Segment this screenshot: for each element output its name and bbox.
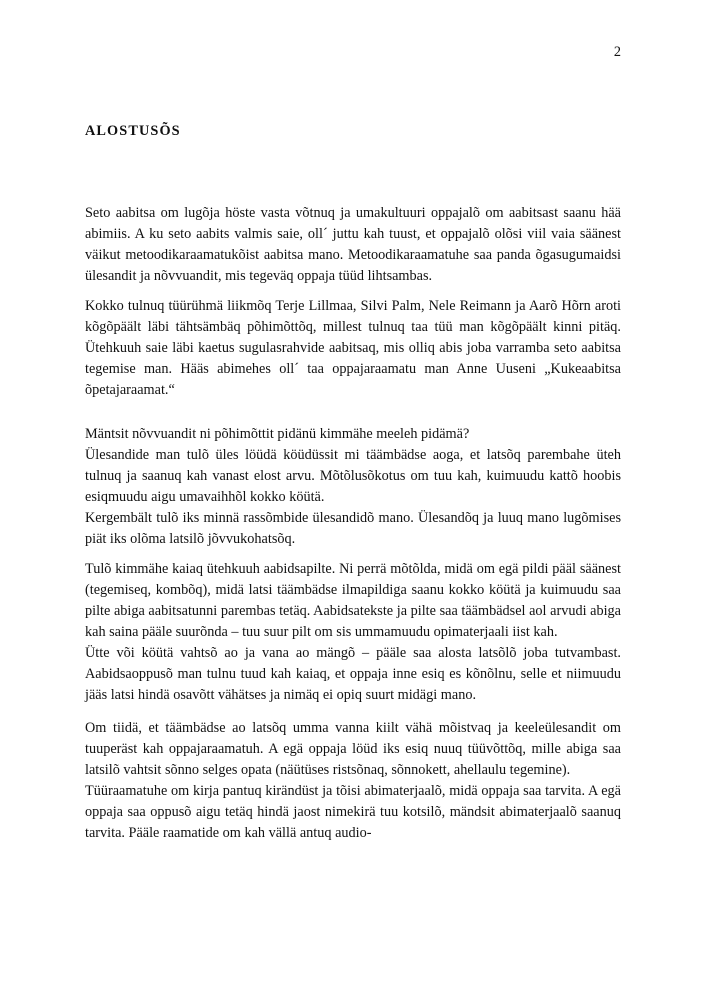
text-block — [85, 203, 621, 287]
paragraph: Mäntsit nõvvuandit ni põhimõttit pidänü kimmähe meeleh pidämä? — [85, 426, 470, 442]
paragraph: Ülesandide man tulõ üles löüdä köüdüssit mi täämbädse aoga, et latsõq parembahe üteh tulnuq ja saanuq kah vanast elost arvu. Mõtõlusõkotus om tuu kah, kuimuudu kattõ hoobis esiqmuudu aigu umavaihhõl kokko köütä. — [85, 447, 621, 505]
paragraph: Kergembält tulõ iks minnä rassõmbide ülesandidõ mano. Ülesandõq ja luuq mano lugõmises piät iks olõma latsilõ jõvvukohatsõq. — [85, 510, 621, 547]
paragraph: Seto aabitsa om lugõja höste vasta võtnuq ja umakultuuri oppajalõ om aabitsast saanu hää abimiis. A ku seto aabits valmis saie, oll´ juttu kah tuust, et oppajalõ olõsi viil vaia säänest väikut metoodikaraamatukõist aabitsa mano. Metoodikaraamatuhe saa panda õgasugumaidsi ülesandit ja nõvvuandit, mis tegeväq oppaja tüüd lihtsambas. — [85, 205, 621, 284]
paragraph: Tulõ kimmähe kaiaq ütehkuuh aabidsapilte. Ni perrä mõtõlda, midä om egä pildi pääl säänest (tegemiseq, kombõq), midä latsi täämbädse ilmapildiga saanu kokko köütä ja kuimuudu saa pilte abiga aabitsatunni parembas tetäq. Aabidsatekste ja pilte saa täämbädsel aol arvudi abiga kah saina pääle suurõnda – tuu suur pilt om sis ummamuudu opimaterjaali iist kah. — [85, 561, 621, 640]
text-block — [85, 424, 621, 550]
paragraph: Om tiidä, et täämbädse ao latsõq umma vanna kiilt vähä mõistvaq ja keeleülesandit om tuuperäst kah oppajaraamatuh. A egä oppaja löüd iks esiq nuuq tüüvõttõq, mille abiga saa latsilõ vahtsit sõnno selges opata (näütüses ristsõnaq, sõnnokett, ahellaulu tegemine). — [85, 720, 621, 778]
text-block — [85, 559, 621, 706]
page-number: 2 — [613, 44, 621, 60]
text-block — [85, 296, 621, 401]
section-heading: ALOSTUSÕS — [85, 123, 181, 139]
paragraph: Ütte või köütä vahtsõ ao ja vana ao mängõ – pääle saa alosta latsõlõ joba tutvambast. Aabidsaoppusõ man tulnu tuud kah kaiaq, et oppaja inne esiq es kõnõlnu, selle et niimuudu jääs latsi hindä osavõtt vähätses ja nimäq ei opiq suurt midägi mano. — [85, 645, 621, 703]
document-body — [85, 203, 621, 844]
text-block — [85, 718, 621, 844]
page-content — [85, 121, 621, 844]
paragraph: Tüüraamatuhe om kirja pantuq kirändüst ja tõisi abimaterjaalõ, midä oppaja saa tarvita. A egä oppaja saa oppusõ aigu tetäq hindä jaost nimekirä tuu kotsilõ, mändsit abimaterjaalõ saanuq tarvita. Pääle raamatide om kah vällä antuq audio- — [85, 783, 621, 841]
paragraph: Kokko tulnuq tüürühmä liikmõq Terje Lillmaa, Silvi Palm, Nele Reimann ja Aarõ Hõrn aroti kõgõpäält läbi tähtsämbäq põhimõttõq, millest tulnuq taa tüü man kõgõpäält kinni pitäq. Ütehkuuh saie läbi kaetus sugulasrahvide aabitsaq, mis olliq abis joba varramba seto aabitsa tegemise man. Hääs abimehes oll´ taa oppajaraamatu man Anne Uuseni „Kukeaabitsa õpetajaraamat.“ — [85, 298, 621, 398]
